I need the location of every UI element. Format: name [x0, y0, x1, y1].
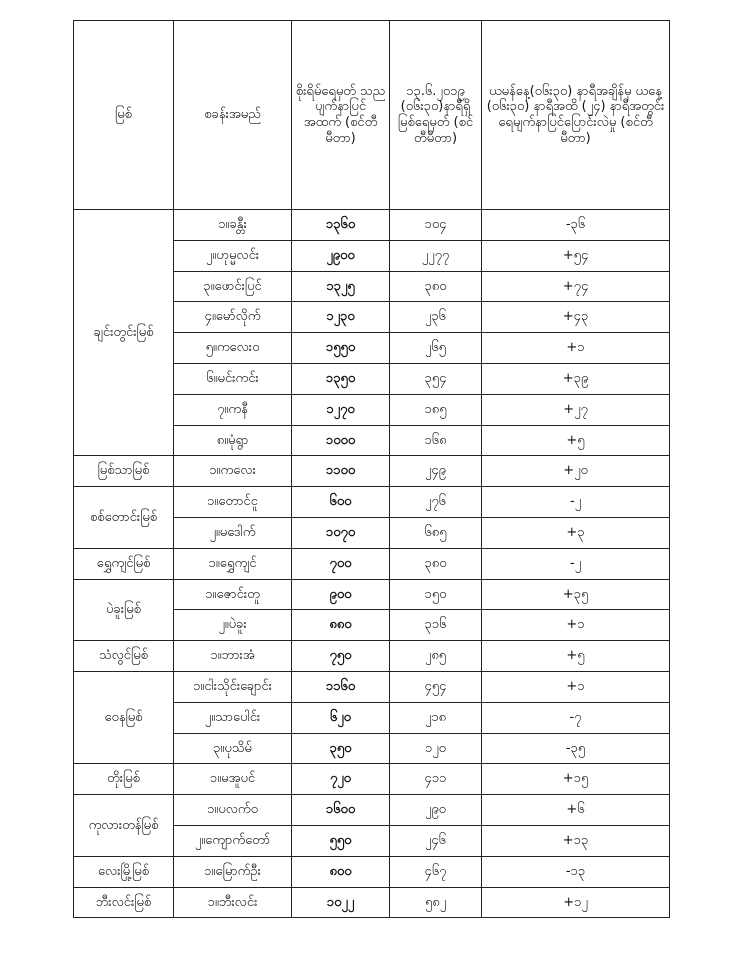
river-name: ချင်းတွင်းမြစ်	[74, 210, 174, 456]
current-level-value: ၃၅၄	[390, 363, 482, 394]
level-change-value: +၂၀	[482, 456, 670, 487]
station-name: ၂။ဟုမ္မလင်း	[174, 240, 292, 271]
header-row	[74, 21, 670, 210]
danger-level-value: ၁၃၆၀	[292, 210, 390, 241]
danger-level-value: ၇၅၀	[292, 641, 390, 672]
table-row	[74, 487, 670, 518]
level-change-value: +၅	[482, 641, 670, 672]
station-name: ၂။ပဲခူး	[174, 610, 292, 641]
table-row	[74, 456, 670, 487]
level-change-value: +၃	[482, 517, 670, 548]
level-change-value: -၃၅	[482, 733, 670, 764]
header-river: မြစ်	[74, 21, 174, 210]
station-name: ၁။ပလက်ဝ	[174, 795, 292, 826]
station-name: ၁။တောင်ငူ	[174, 487, 292, 518]
level-change-value: -၁၃	[482, 856, 670, 887]
level-change-value: +၅	[482, 425, 670, 456]
danger-level-value: ၁၂၃၀	[292, 302, 390, 333]
level-change-value: -၃၆	[482, 210, 670, 241]
station-name: ၁။ငါးသိုင်းချောင်း	[174, 671, 292, 702]
current-level-value: ၁၅၀	[390, 579, 482, 610]
river-name: ပဲခူးမြစ်	[74, 579, 174, 641]
table-row	[74, 887, 670, 918]
current-level-value: ၆၈၅	[390, 517, 482, 548]
station-name: ၁။ဘီးလင်း	[174, 887, 292, 918]
river-name: သံလွင်မြစ်	[74, 641, 174, 672]
station-name: ၁။ဘားအံ	[174, 641, 292, 672]
station-name: ၈။မုံရွာ	[174, 425, 292, 456]
header-danger-level: စိုးရိမ်ရေမှတ် သည ပျက်နာပြင် အထက် (စင်တီမီတာ)	[292, 21, 390, 210]
current-level-value: ၄၁၁	[390, 764, 482, 795]
level-change-value: -၂	[482, 487, 670, 518]
level-change-value: +၁၅	[482, 764, 670, 795]
current-level-value: ၄၅၄	[390, 671, 482, 702]
danger-level-value: ၁၀၀၀	[292, 425, 390, 456]
river-name: လေးမြို့မြစ်	[74, 856, 174, 887]
current-level-value: ၁၆၈	[390, 425, 482, 456]
danger-level-value: ၁၆၀၀	[292, 795, 390, 826]
header-station: စခန်းအမည်	[174, 21, 292, 210]
station-name: ၂။ကျောက်တော်	[174, 825, 292, 856]
current-level-value: ၁၈၅	[390, 394, 482, 425]
station-name: ၅။ကလေးဝ	[174, 333, 292, 364]
danger-level-value: ၈၀၀	[292, 856, 390, 887]
danger-level-value: ၁၁၆၀	[292, 671, 390, 702]
station-name: ၂။သာပေါင်း	[174, 702, 292, 733]
river-name: ကုလားတန်မြစ်	[74, 795, 174, 857]
table-row	[74, 548, 670, 579]
station-name: ၃။ဖောင်းပြင်	[174, 271, 292, 302]
table-body	[74, 210, 670, 918]
danger-level-value: ၁၃၅၀	[292, 363, 390, 394]
river-name: မြစ်သာမြစ်	[74, 456, 174, 487]
current-level-value: ၂၁၈	[390, 702, 482, 733]
level-change-value: +၄၃	[482, 302, 670, 333]
header-24h-change: ယမန်နေ့(၀၆း၃၀) နာရီအချိန်မှ ယနေ့ (၀၆း၃၀) နာရီအထိ (၂၄) နာရီအတွင်း ရေမျက်နာပြင်ပြောင်းလဲမှု (စင်တီမီတာ)	[482, 21, 670, 210]
station-name: ၁။ရွှေကျင်	[174, 548, 292, 579]
station-name: ၄။မော်လိုက်	[174, 302, 292, 333]
current-level-value: ၃၈၀	[390, 548, 482, 579]
level-change-value: +၃၅	[482, 579, 670, 610]
river-name: ရွှေကျင်မြစ်	[74, 548, 174, 579]
station-name: ၁။ဇောင်းတူ	[174, 579, 292, 610]
table-row	[74, 795, 670, 826]
current-level-value: ၂၆၅	[390, 333, 482, 364]
header-current-level: ၁၃.၆.၂၀၁၉ (၀၆း၃၀)နာရီရှိ မြစ်ရေမှတ် (စင်တီမီတာ)	[390, 21, 482, 210]
current-level-value: ၂၄၆	[390, 825, 482, 856]
level-change-value: +၁	[482, 671, 670, 702]
danger-level-value: ၁၀၇၀	[292, 517, 390, 548]
danger-level-value: ၅၅၀	[292, 825, 390, 856]
current-level-value: ၁၂၀	[390, 733, 482, 764]
danger-level-value: ၂၉၀၀	[292, 240, 390, 271]
danger-level-value: ၇၂၀	[292, 764, 390, 795]
river-name: ဘီးလင်းမြစ်	[74, 887, 174, 918]
station-name: ၂။မဒေါက်	[174, 517, 292, 548]
current-level-value: ၄၆၇	[390, 856, 482, 887]
danger-level-value: ၁၁၀၀	[292, 456, 390, 487]
current-level-value: ၂၂၇၇	[390, 240, 482, 271]
water-level-table	[73, 20, 670, 918]
level-change-value: +၁၂	[482, 887, 670, 918]
level-change-value: +၂၇	[482, 394, 670, 425]
river-name: တိုးမြစ်	[74, 764, 174, 795]
current-level-value: ၁၀၄	[390, 210, 482, 241]
current-level-value: ၅၈၂	[390, 887, 482, 918]
current-level-value: ၂၈၅	[390, 641, 482, 672]
level-change-value: -၇	[482, 702, 670, 733]
level-change-value: +၇၄	[482, 271, 670, 302]
station-name: ၃။ပုသိမ်	[174, 733, 292, 764]
danger-level-value: ၃၅၀	[292, 733, 390, 764]
table-row	[74, 579, 670, 610]
danger-level-value: ၁၂၇၀	[292, 394, 390, 425]
table-row	[74, 210, 670, 241]
river-name: ဝေနမြစ်	[74, 671, 174, 763]
station-name: ၇။ကနီ	[174, 394, 292, 425]
danger-level-value: ၈၈၀	[292, 610, 390, 641]
table-row	[74, 671, 670, 702]
station-name: ၁။ခန္တီး	[174, 210, 292, 241]
river-name: စစ်တောင်းမြစ်	[74, 487, 174, 549]
station-name: ၁။မြောက်ဦး	[174, 856, 292, 887]
danger-level-value: ၇၀၀	[292, 548, 390, 579]
level-change-value: +၁	[482, 610, 670, 641]
level-change-value: -၂	[482, 548, 670, 579]
danger-level-value: ၆၂၀	[292, 702, 390, 733]
table-row	[74, 856, 670, 887]
level-change-value: +၁၃	[482, 825, 670, 856]
level-change-value: +၁	[482, 333, 670, 364]
station-name: ၁။ကလေး	[174, 456, 292, 487]
current-level-value: ၃၈၀	[390, 271, 482, 302]
danger-level-value: ၁၃၂၅	[292, 271, 390, 302]
danger-level-value: ၆၀၀	[292, 487, 390, 518]
current-level-value: ၂၃၆	[390, 302, 482, 333]
station-name: ၆။မင်းကင်း	[174, 363, 292, 394]
table-row	[74, 764, 670, 795]
danger-level-value: ၉၀၀	[292, 579, 390, 610]
current-level-value: ၂၄၉	[390, 456, 482, 487]
current-level-value: ၂၉၀	[390, 795, 482, 826]
level-change-value: +၅၄	[482, 240, 670, 271]
station-name: ၁။မအူပင်	[174, 764, 292, 795]
current-level-value: ၃၁၆	[390, 610, 482, 641]
danger-level-value: ၁၀၂၂	[292, 887, 390, 918]
level-change-value: +၃၉	[482, 363, 670, 394]
current-level-value: ၂၇၆	[390, 487, 482, 518]
table-row	[74, 641, 670, 672]
level-change-value: +၆	[482, 795, 670, 826]
danger-level-value: ၁၅၅၀	[292, 333, 390, 364]
